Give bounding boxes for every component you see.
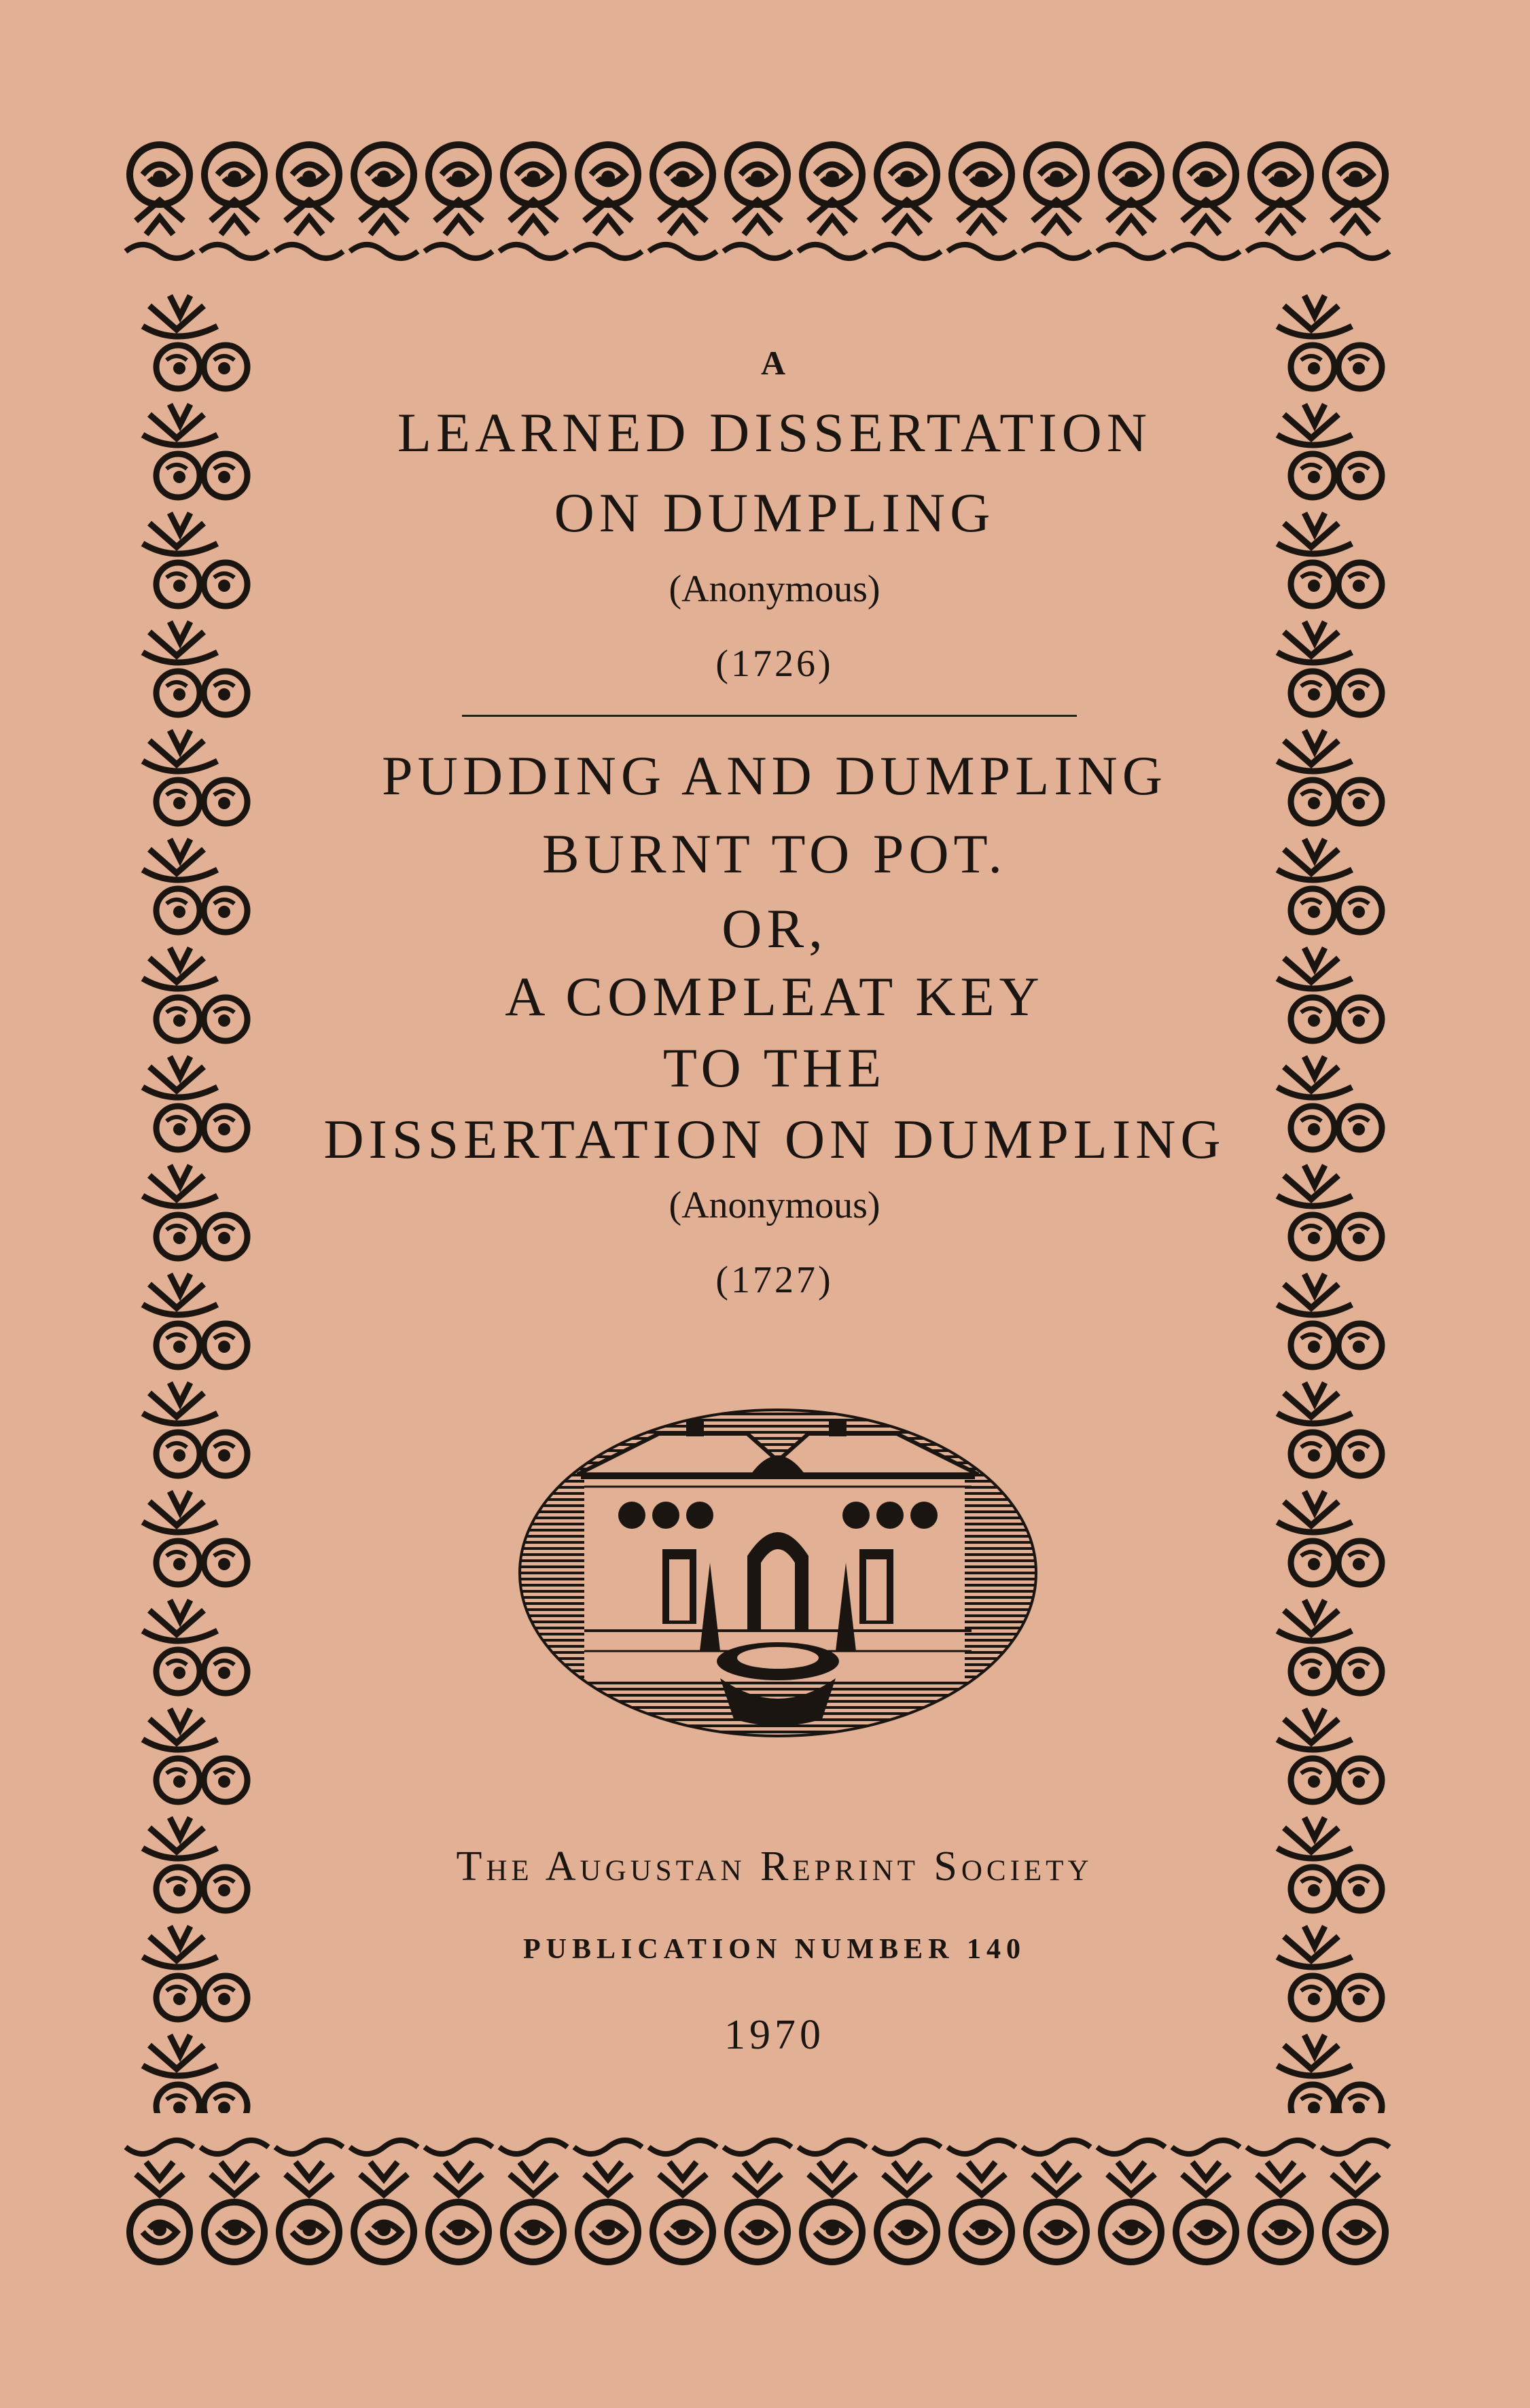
work2-author: (Anonymous) [669,1184,880,1226]
work2-title-line2: BURNT TO POT. [541,823,1008,885]
title-divider-rule [462,715,1077,717]
work2-title-line5: DISSERTATION ON DUMPLING [323,1108,1226,1170]
work2-or: OR, [722,898,828,959]
work1-title-line2: ON DUMPLING [554,482,995,544]
work2-title-line4: TO THE [662,1037,887,1099]
ornamental-border-right-icon [1264,292,1420,2113]
work1-year: (1726) [715,643,834,685]
ornamental-border-left-icon [129,292,285,2113]
work1-author: (Anonymous) [669,568,880,610]
publication-number: PUBLICATION NUMBER 140 [523,1934,1026,1965]
work2-title-line3: A COMPLEAT KEY [505,966,1044,1027]
work2-year: (1727) [715,1259,834,1301]
title-block [299,0,1250,2408]
engraved-building-emblem-icon [516,1406,1039,1739]
work1-title-line1: LEARNED DISSERTATION [397,402,1152,463]
title-article: A [760,344,789,382]
work2-title-line1: PUDDING AND DUMPLING [382,745,1167,807]
society-name: The Augustan Reprint Society [456,1843,1093,1890]
publication-year: 1970 [724,2012,825,2058]
